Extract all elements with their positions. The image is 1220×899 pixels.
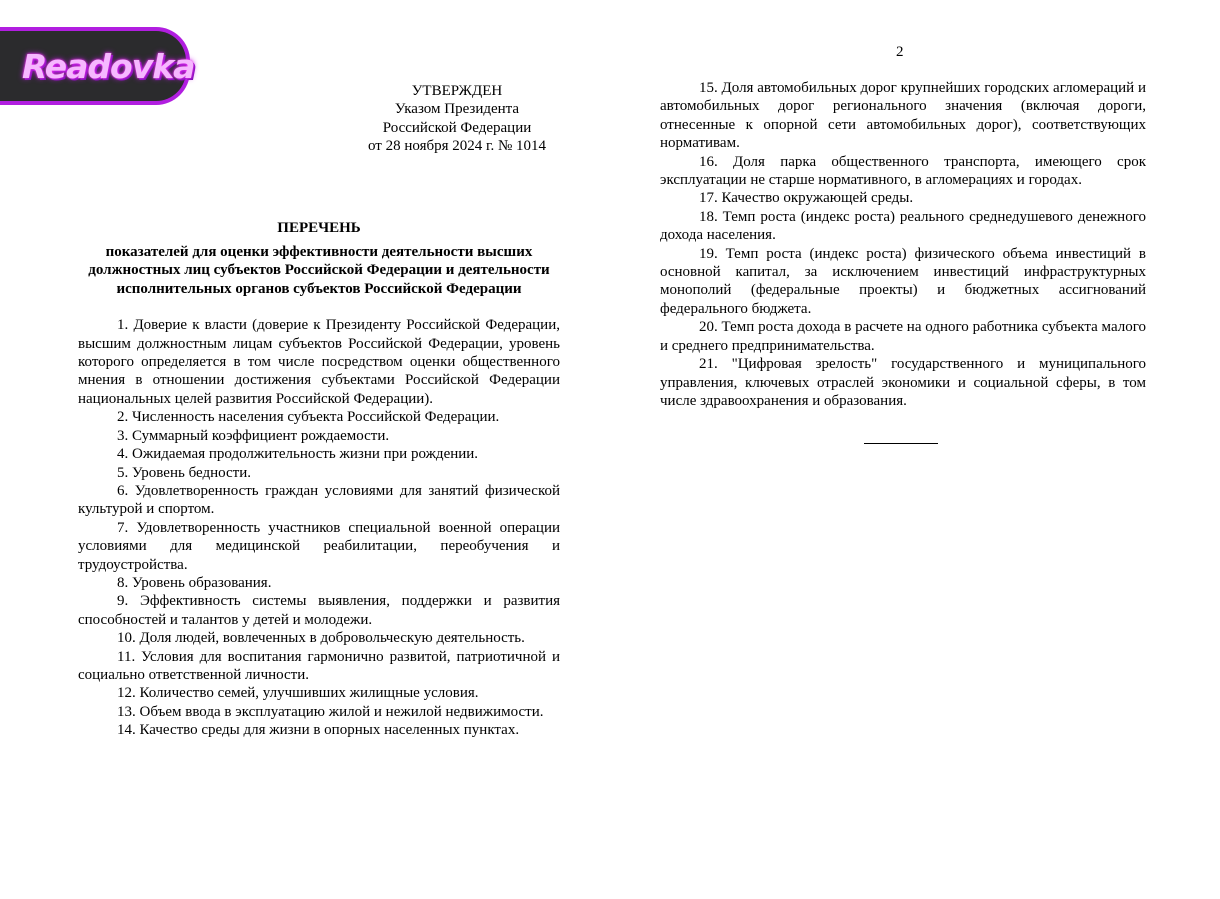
- approved-line-2: Указом Президента: [394, 101, 520, 118]
- document-subtitle: показателей для оценки эффективности деятельности высших должностных лиц субъектов Российской Федерации и деятельности исполнительных органов субъектов Российской Федерации: [88, 244, 550, 297]
- approved-line-4: от 28 ноября 2024 г. № 1014: [367, 138, 547, 155]
- left-column: [78, 82, 560, 740]
- list-item: 4. Ожидаемая продолжительность жизни при рождении.: [117, 446, 479, 463]
- logo-text: Readovka: [22, 46, 195, 86]
- list-item: 1. Доверие к власти (доверие к Президенту Российской Федерации, высшим должностным лицам субъектов Российской Федерации, уровень которого определяется в том числе посредством оценки общественного мнения в отношении достижения субъектами Российской Федерации национальных целей развития Российской Федерации).: [78, 317, 560, 407]
- approved-line-1: УТВЕРЖДЕН: [411, 83, 503, 99]
- list-item: 13. Объем ввода в эксплуатацию жилой и нежилой недвижимости.: [117, 703, 544, 720]
- list-item: 14. Качество среды для жизни в опорных населенных пунктах.: [117, 722, 520, 739]
- page-number: 2: [896, 44, 904, 60]
- list-item: 12. Количество семей, улучшивших жилищные условия.: [117, 685, 479, 702]
- list-item: 11. Условия для воспитания гармонично развитой, патриотичной и социально ответственной личности.: [78, 648, 560, 683]
- document-title: ПЕРЕЧЕНЬ: [277, 219, 361, 236]
- end-divider: [864, 443, 938, 444]
- approved-line-3: Российской Федерации: [382, 119, 532, 136]
- list-item: 6. Удовлетворенность граждан условиями для занятий физической культурой и спортом.: [78, 482, 560, 518]
- list-item: 9. Эффективность системы выявления, поддержки и развития способностей и талантов у детей и молодежи.: [78, 593, 560, 628]
- list-item: 21. "Цифровая зрелость" государственного и муниципального управления, ключевых отраслей экономики и социальной сферы, в том числе здравоохранения и образования.: [660, 356, 1146, 409]
- list-item: 8. Уровень образования.: [117, 574, 272, 591]
- list-item: 5. Уровень бедности.: [117, 464, 251, 481]
- items-list-left: [78, 316, 560, 739]
- list-item: 3. Суммарный коэффициент рождаемости.: [117, 427, 390, 444]
- list-item: 2. Численность населения субъекта Российской Федерации.: [117, 409, 500, 426]
- list-item: 18. Темп роста (индекс роста) реального среднедушевого денежного дохода населения.: [660, 208, 1146, 244]
- list-item: 17. Качество окружающей среды.: [699, 190, 914, 207]
- list-item: 7. Удовлетворенность участников специальной военной операции условиями для медицинской реабилитации, переобучения и трудоустройства.: [78, 519, 560, 573]
- right-column: [660, 79, 1146, 410]
- list-item: 16. Доля парка общественного транспорта, имеющего срок эксплуатации не старше нормативного, в агломерациях и городах.: [660, 153, 1146, 189]
- list-item: 19. Темп роста (индекс роста) физического объема инвестиций в основной капитал, за исключением инвестиций инфраструктурных монополий (федеральные проекты) и бюджетных ассигнований федерального бюджета.: [660, 245, 1146, 317]
- list-item: 15. Доля автомобильных дорог крупнейших городских агломераций и автомобильных дорог регионального значения (включая дороги, отнесенные к опорной сети автомобильных дорог), соответствующих нормативам.: [660, 80, 1146, 152]
- list-item: 10. Доля людей, вовлеченных в добровольческую деятельность.: [117, 630, 525, 647]
- list-item: 20. Темп роста дохода в расчете на одного работника субъекта малого и среднего предпринимательства.: [660, 319, 1146, 354]
- approval-block: [78, 82, 557, 156]
